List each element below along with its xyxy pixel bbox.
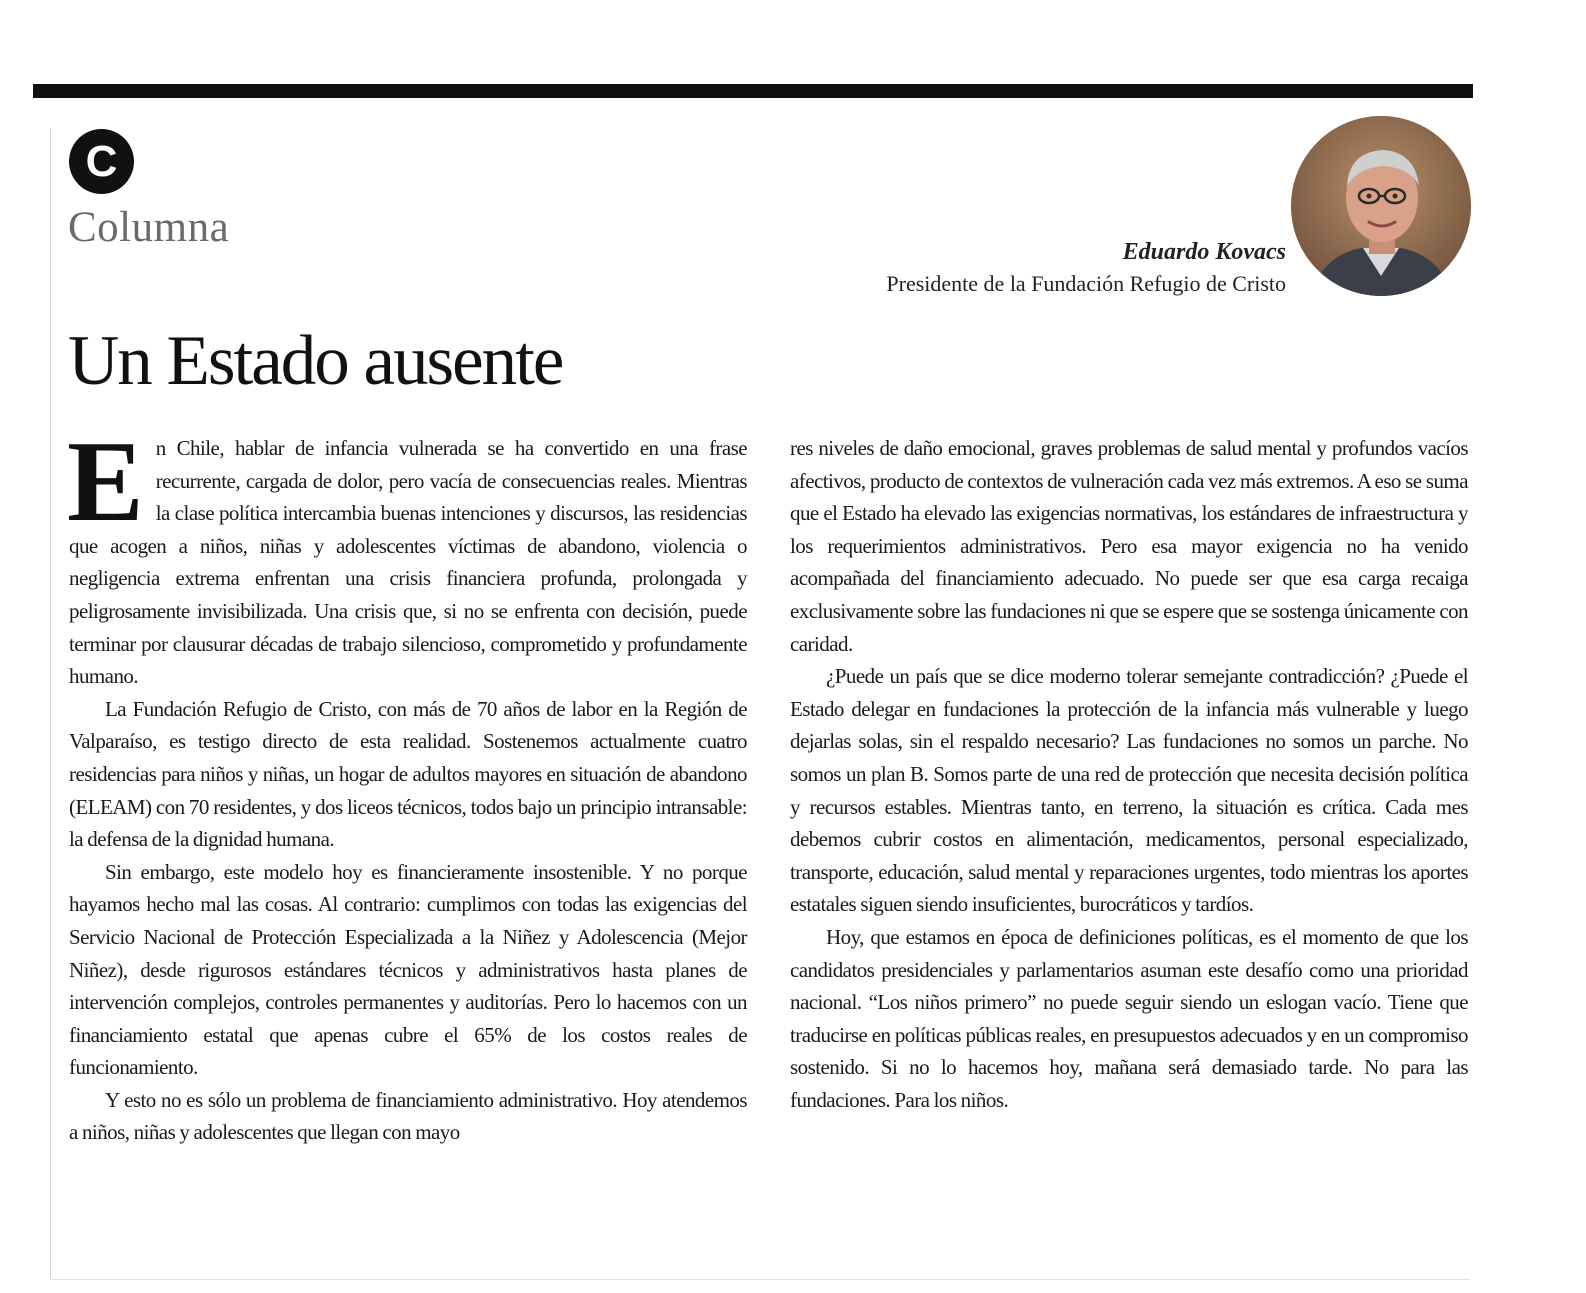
paragraph: res niveles de daño emocional, graves problemas de salud mental y profundos vacíos afectivos, producto de contextos de vulneración cada vez más extremos. A eso se suma que el Estado ha elevado las exigencias normativas, los estándares de infraestructura y los requerimientos administrativos. Pero esa mayor exigencia no ha venido acompañada del financiamiento adecuado. No puede ser que esa carga recaiga exclusivamente sobre las fundaciones ni que se espere que se sostenga únicamente con caridad.	[790, 436, 1468, 656]
section-label: Columna	[68, 204, 230, 251]
bottom-rule	[50, 1279, 1470, 1280]
top-rule	[33, 84, 1473, 98]
paragraph-text: n Chile, hablar de infancia vulnerada se ha convertido en una frase recurrente, cargada de dolor, pero vacía de consecuencias reales. Mientras la clase política intercambia buenas intenciones y discursos, las residencias que acogen a niños, niñas y adolescentes víctimas de abandono, violencia o negligencia extrema enfrentan una crisis financiera profunda, prolongada y peligrosamente invisibilizada. Una crisis que, si no se enfrenta con decisión, puede terminar por clausurar décadas de trabajo silencioso, comprometido y profundamente humano.	[69, 436, 747, 689]
paragraph: Y esto no es sólo un problema de financiamiento administrativo. Hoy atendemos a niños, niñas y adolescentes que llegan con mayo	[69, 1087, 747, 1145]
article-column-left	[67, 418, 747, 1149]
paragraph: Sin embargo, este modelo hoy es financieramente insostenible. Y no porque hayamos hecho mal las cosas. Al contrario: cumplimos con todas las exigencias del Servicio Nacional de Protección Especializada a la Niñez y Adolescencia (Mejor Niñez), desde rigurosos estándares técnicos y administrativos hasta planes de intervención complejos, controles permanentes y auditorías. Pero lo hacemos con un financiamiento estatal que apenas cubre el 65% de los costos reales de funcionamiento.	[69, 859, 747, 1080]
paragraph	[67, 418, 747, 693]
author-byline	[886, 236, 1286, 300]
section-badge-icon: C	[69, 129, 134, 194]
author-role: Presidente de la Fundación Refugio de Cristo	[886, 271, 1286, 296]
author-portrait-icon	[1291, 116, 1471, 296]
headline: Un Estado ausente	[68, 322, 563, 400]
drop-cap: E	[67, 418, 144, 545]
left-column-rule	[50, 128, 51, 1278]
paragraph: La Fundación Refugio de Cristo, con más de 70 años de labor en la Región de Valparaíso, es testigo directo de esta realidad. Sostenemos actualmente cuatro residencias para niños y niñas, un hogar de adultos mayores en situación de abandono (ELEAM) con 70 residentes, y dos liceos técnicos, todos bajo un principio intransable: la defensa de la dignidad humana.	[69, 696, 747, 852]
article-column-right	[790, 432, 1468, 1116]
paragraph: ¿Puede un país que se dice moderno tolerar semejante contradicción? ¿Puede el Estado delegar en fundaciones la protección de la infancia más vulnerable y luego dejarlas solas, sin el respaldo necesario? Las fundaciones no somos un parche. No somos un plan B. Somos parte de una red de protección que necesita decisión política y recursos estables. Mientras tanto, en terreno, la situación es crítica. Cada mes debemos cubrir costos en alimentación, medicamentos, personal especializado, transporte, educación, salud mental y reparaciones urgentes, todo mientras los aportes estatales siguen siendo insuficientes, burocráticos y tardíos.	[790, 664, 1468, 917]
author-name: Eduardo Kovacs	[1122, 239, 1286, 265]
paragraph: Hoy, que estamos en época de definiciones políticas, es el momento de que los candidatos presidenciales y parlamentarios asuman este desafío como una prioridad nacional. “Los niños primero” no puede seguir siendo un eslogan vacío. Tiene que traducirse en políticas públicas reales, en presupuestos adecuados y en un compromiso sostenido. Si no lo hacemos hoy, mañana será demasiado tarde. No para las fundaciones. Para los niños.	[790, 924, 1468, 1112]
